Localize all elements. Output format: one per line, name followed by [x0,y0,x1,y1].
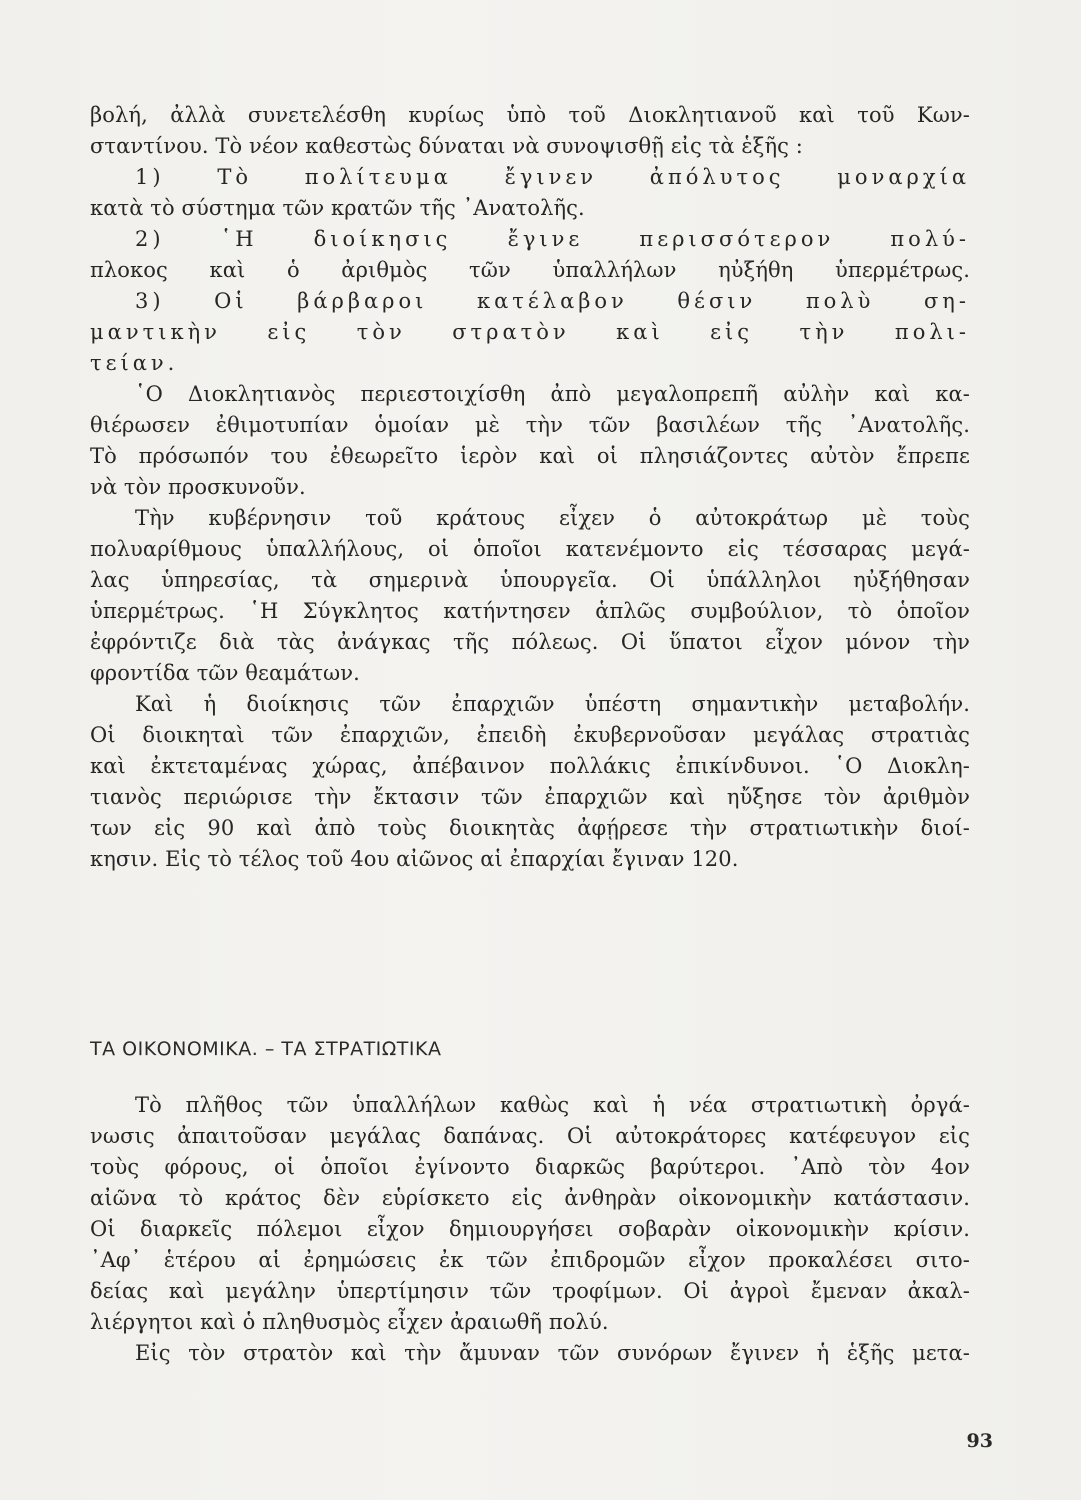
text-line: 1) Τὸ πολίτευμα ἔγινεν ἀπόλυτος μοναρχία [135,165,970,189]
text-line: τείαν. [90,351,179,375]
text-line: Τὸ πλῆθος τῶν ὑπαλλήλων καθὼς καὶ ἡ νέα στρατιωτικὴ ὀργά- [135,1093,970,1117]
text-line: Τὸ πρόσωπόν του ἐθεωρεῖτο ἱερὸν καὶ οἱ πλησιάζοντες αὐτὸν ἔπρεπε [90,444,970,468]
text-line: Εἰς τὸν στρατὸν καὶ τὴν ἄμυναν τῶν συνόρων ἔγινεν ἡ ἑξῆς μετα- [135,1341,970,1365]
text-line: Καὶ ἡ διοίκησις τῶν ἐπαρχιῶν ὑπέστη σημαντικὴν μεταβολήν. [135,692,970,716]
text-line: φροντίδα τῶν θεαμάτων. [90,661,360,685]
text-line: νὰ τὸν προσκυνοῦν. [90,475,306,499]
text-line: μαντικὴν εἰς τὸν στρατὸν καὶ εἰς τὴν πολι- [90,320,970,344]
text-line: Οἱ διαρκεῖς πόλεμοι εἶχον δημιουργήσει σοβαρὰν οἰκονομικὴν κρίσιν. [90,1217,970,1241]
text-line: των εἰς 90 καὶ ἀπὸ τοὺς διοικητὰς ἀφῄρεσε τὴν στρατιωτικὴν διοί- [90,816,970,840]
text-line: δείας καὶ μεγάλην ὑπερτίμησιν τῶν τροφίμων. Οἱ ἀγροὶ ἔμεναν ἀκαλ- [90,1279,970,1303]
text-line: κησιν. Εἰς τὸ τέλος τοῦ 4ου αἰῶνος αἱ ἐπαρχίαι ἔγιναν 120. [90,847,739,871]
text-line: κατὰ τὸ σύστημα τῶν κρατῶν τῆς ᾿Ανατολῆς. [90,196,585,220]
main-text-block [90,100,970,875]
text-line: τοὺς φόρους, οἱ ὁποῖοι ἐγίνοντο διαρκῶς βαρύτεροι. ᾿Απὸ τὸν 4ον [90,1155,970,1179]
text-line: λιέργητοι καὶ ὁ πληθυσμὸς εἶχεν ἀραιωθῆ πολύ. [90,1310,609,1334]
text-line: καὶ ἐκτεταμένας χώρας, ἀπέβαινον πολλάκις ἐπικίνδυνοι. ῾Ο Διοκλη- [90,754,970,778]
second-text-block [90,1090,970,1369]
text-line: πολυαρίθμους ὑπαλλήλους, οἱ ὁποῖοι κατενέμοντο εἰς τέσσαρας μεγά- [90,537,970,561]
text-line: σταντίνου. Τὸ νέον καθεστὼς δύναται νὰ συνοψισθῇ εἰς τὰ ἑξῆς : [90,134,803,158]
text-line: τιανὸς περιώρισε τὴν ἔκτασιν τῶν ἐπαρχιῶν καὶ ηὔξησε τὸν ἀριθμὸν [90,785,970,809]
text-line: ὑπερμέτρως. ῾Η Σύγκλητος κατήντησεν ἁπλῶς συμβούλιον, τὸ ὁποῖον [90,599,970,623]
text-line: Τὴν κυβέρνησιν τοῦ κράτους εἶχεν ὁ αὐτοκράτωρ μὲ τοὺς [135,506,970,530]
text-line: θιέρωσεν ἐθιμοτυπίαν ὁμοίαν μὲ τὴν τῶν βασιλέων τῆς ᾿Ανατολῆς. [90,413,970,437]
text-line: ἐφρόντιζε διὰ τὰς ἀνάγκας τῆς πόλεως. Οἱ ὕπατοι εἶχον μόνον τὴν [90,630,970,654]
text-line: ῾Ο Διοκλητιανὸς περιεστοιχίσθη ἀπὸ μεγαλοπρεπῆ αὐλὴν καὶ κα- [135,382,970,406]
text-line: νωσις ἀπαιτοῦσαν μεγάλας δαπάνας. Οἱ αὐτοκράτορες κατέφευγον εἰς [90,1124,970,1148]
text-line: 2) ῾Η διοίκησις ἔγινε περισσότερον πολύ- [135,227,970,251]
text-line: Οἱ διοικηταὶ τῶν ἐπαρχιῶν, ἐπειδὴ ἐκυβερνοῦσαν μεγάλας στρατιὰς [90,723,970,747]
text-line: βολή, ἀλλὰ συνετελέσθη κυρίως ὑπὸ τοῦ Διοκλητιανοῦ καὶ τοῦ Κων- [90,103,970,127]
text-line: πλοκος καὶ ὁ ἀριθμὸς τῶν ὑπαλλήλων ηὐξήθη ὑπερμέτρως. [90,258,970,282]
text-line: 3) Οἱ βάρβαροι κατέλαβον θέσιν πολὺ ση- [135,289,970,313]
text-line: λας ὑπηρεσίας, τὰ σημερινὰ ὑπουργεῖα. Οἱ ὑπάλληλοι ηὐξήθησαν [90,568,970,592]
section-heading: ΤΑ ΟΙΚΟΝΟΜΙΚΑ. – ΤΑ ΣΤΡΑΤΙΩΤΙΚΑ [90,1038,442,1060]
page-number: 93 [966,1430,993,1452]
text-line: αἰῶνα τὸ κράτος δὲν εὑρίσκετο εἰς ἀνθηρὰν οἰκονομικὴν κατάστασιν. [90,1186,970,1210]
text-line: ᾿Αφ᾿ ἑτέρου αἱ ἐρημώσεις ἐκ τῶν ἐπιδρομῶν εἶχον προκαλέσει σιτο- [90,1248,970,1272]
